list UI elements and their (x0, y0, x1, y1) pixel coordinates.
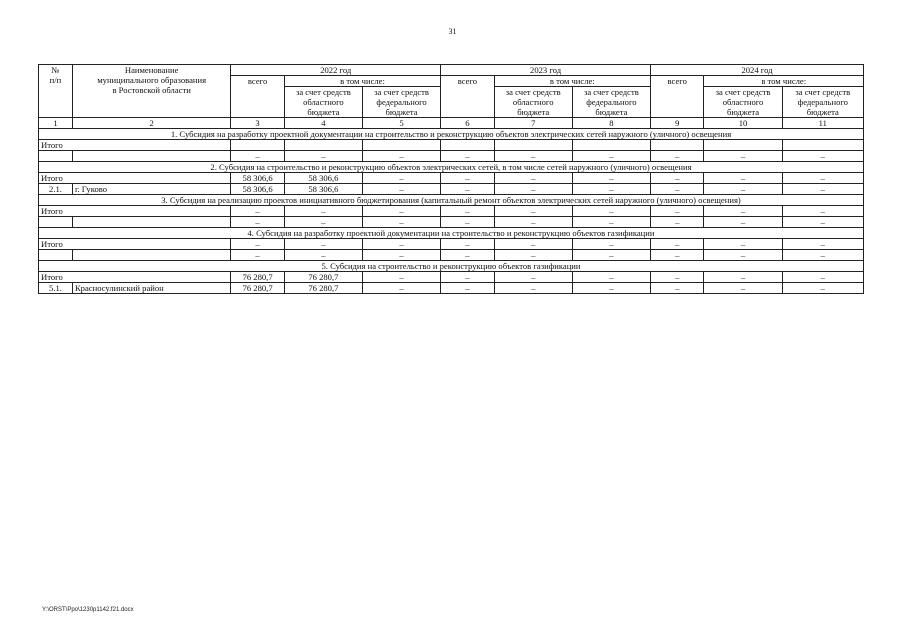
value-cell: – (441, 151, 494, 162)
value-cell: – (572, 151, 650, 162)
value-cell: – (650, 272, 703, 283)
column-number: 6 (441, 118, 494, 129)
table-row (39, 283, 864, 294)
row-number-cell (39, 151, 73, 162)
table-row (39, 272, 864, 283)
row-name-cell (72, 151, 230, 162)
value-cell: – (494, 151, 572, 162)
value-cell (782, 140, 863, 151)
value-cell: – (650, 173, 703, 184)
total-header: всего (650, 76, 703, 118)
value-cell: – (362, 217, 440, 228)
including-header: в том числе: (494, 76, 650, 87)
row-name-cell: Красносулинский район (72, 283, 230, 294)
value-cell: – (782, 272, 863, 283)
value-cell: – (704, 206, 782, 217)
row-name-cell (72, 217, 230, 228)
value-cell: – (441, 250, 494, 261)
value-cell: – (441, 206, 494, 217)
value-cell: – (782, 184, 863, 195)
row-name-cell: г. Гуково (72, 184, 230, 195)
value-cell: – (650, 239, 703, 250)
table-row (39, 173, 864, 184)
value-cell: – (572, 184, 650, 195)
row-number-cell (39, 250, 73, 261)
section-title: 2. Субсидия на строительство и реконструкцию объектов электрических сетей, в том числе сетей наружного (уличного) освещения (39, 162, 864, 173)
regional-budget-header: за счет средств областного бюджета (494, 87, 572, 118)
value-cell: – (362, 184, 440, 195)
total-header: всего (441, 76, 494, 118)
value-cell: – (362, 173, 440, 184)
num-header: № п/п (39, 65, 73, 118)
value-cell: 76 280,7 (231, 283, 284, 294)
section-title-row (39, 129, 864, 140)
value-cell: – (284, 239, 362, 250)
value-cell: – (782, 206, 863, 217)
table-row (39, 140, 864, 151)
value-cell: – (441, 184, 494, 195)
value-cell: – (231, 250, 284, 261)
value-cell: – (231, 206, 284, 217)
table-row (39, 217, 864, 228)
regional-budget-header: за счет средств областного бюджета (284, 87, 362, 118)
value-cell: – (704, 283, 782, 294)
value-cell: – (650, 206, 703, 217)
value-cell: – (572, 250, 650, 261)
table-row (39, 206, 864, 217)
column-number: 4 (284, 118, 362, 129)
value-cell: 58 306,6 (231, 173, 284, 184)
value-cell: – (441, 239, 494, 250)
value-cell: 58 306,6 (284, 184, 362, 195)
value-cell: – (284, 217, 362, 228)
value-cell: – (284, 250, 362, 261)
value-cell: – (441, 217, 494, 228)
value-cell: – (650, 217, 703, 228)
value-cell: – (572, 272, 650, 283)
value-cell: – (782, 283, 863, 294)
section-title: 5. Субсидия на строительство и реконструкцию объектов газификации (39, 261, 864, 272)
year-2022-header: 2022 год (231, 65, 441, 76)
year-2023-header: 2023 год (441, 65, 651, 76)
column-number: 5 (362, 118, 440, 129)
value-cell: 58 306,6 (284, 173, 362, 184)
value-cell: – (650, 184, 703, 195)
row-number-cell: 5.1. (39, 283, 73, 294)
page-number: 31 (448, 27, 457, 36)
year-2024-header: 2024 год (650, 65, 863, 76)
column-number: 9 (650, 118, 703, 129)
section-title: 4. Субсидия на разработку проектной документации на строительство и реконструкцию объектов газификации (39, 228, 864, 239)
value-cell: – (704, 272, 782, 283)
value-cell: – (704, 239, 782, 250)
value-cell: – (231, 217, 284, 228)
value-cell: – (362, 206, 440, 217)
value-cell: – (782, 173, 863, 184)
value-cell: – (494, 184, 572, 195)
federal-budget-header: за счет средств федерального бюджета (572, 87, 650, 118)
value-cell: 76 280,7 (284, 283, 362, 294)
row-name-cell: Итого (39, 173, 231, 184)
name-header: Наименование муниципального образования в Ростовской области (72, 65, 230, 118)
value-cell: – (494, 283, 572, 294)
value-cell (650, 140, 703, 151)
value-cell: – (782, 151, 863, 162)
value-cell: – (231, 239, 284, 250)
table-body (39, 129, 864, 294)
value-cell: – (494, 217, 572, 228)
total-header: всего (231, 76, 284, 118)
row-name-cell: Итого (39, 239, 231, 250)
value-cell (362, 140, 440, 151)
value-cell: – (494, 206, 572, 217)
value-cell: – (494, 250, 572, 261)
column-number: 11 (782, 118, 863, 129)
row-number-cell: 2.1. (39, 184, 73, 195)
value-cell: – (284, 151, 362, 162)
column-number: 3 (231, 118, 284, 129)
row-number-cell (39, 217, 73, 228)
value-cell: – (362, 272, 440, 283)
value-cell: – (362, 250, 440, 261)
value-cell (231, 140, 284, 151)
including-header: в том числе: (704, 76, 864, 87)
column-number: 2 (72, 118, 230, 129)
value-cell (494, 140, 572, 151)
value-cell: – (441, 173, 494, 184)
value-cell (441, 140, 494, 151)
row-name-cell: Итого (39, 272, 231, 283)
value-cell: – (362, 239, 440, 250)
value-cell: – (782, 217, 863, 228)
value-cell: – (494, 239, 572, 250)
value-cell: – (704, 217, 782, 228)
value-cell: – (362, 151, 440, 162)
value-cell: – (231, 151, 284, 162)
value-cell: – (650, 283, 703, 294)
value-cell: – (704, 151, 782, 162)
value-cell: – (494, 173, 572, 184)
row-name-cell (72, 250, 230, 261)
section-title-row (39, 162, 864, 173)
value-cell: – (494, 272, 572, 283)
value-cell: – (650, 151, 703, 162)
value-cell: – (441, 283, 494, 294)
section-title-row (39, 195, 864, 206)
value-cell: 76 280,7 (231, 272, 284, 283)
table-row (39, 250, 864, 261)
value-cell: – (650, 250, 703, 261)
value-cell: – (572, 217, 650, 228)
value-cell: – (284, 206, 362, 217)
value-cell: – (782, 250, 863, 261)
value-cell: – (782, 239, 863, 250)
section-title-row (39, 261, 864, 272)
table-row (39, 151, 864, 162)
value-cell: – (704, 184, 782, 195)
value-cell: – (441, 272, 494, 283)
value-cell: 58 306,6 (231, 184, 284, 195)
section-title-row (39, 228, 864, 239)
row-name-cell: Итого (39, 206, 231, 217)
value-cell: – (572, 239, 650, 250)
section-title: 3. Субсидия на реализацию проектов инициативного бюджетирования (капитальный ремонт объектов электрических сетей наружного (уличного) освещения) (39, 195, 864, 206)
table-header (39, 65, 864, 129)
section-title: 1. Субсидия на разработку проектной документации на строительство и реконструкцию объектов электрических сетей наружного (уличного) освещения (39, 129, 864, 140)
value-cell: 76 280,7 (284, 272, 362, 283)
column-number: 7 (494, 118, 572, 129)
column-number: 1 (39, 118, 73, 129)
value-cell (704, 140, 782, 151)
value-cell (572, 140, 650, 151)
value-cell: – (572, 283, 650, 294)
column-number: 10 (704, 118, 782, 129)
footer-file-path: Y:\ORST\Ppo\1230p1142.f21.docx (42, 607, 134, 613)
table-row (39, 239, 864, 250)
federal-budget-header: за счет средств федерального бюджета (362, 87, 440, 118)
table-row (39, 184, 864, 195)
value-cell: – (704, 173, 782, 184)
column-number: 8 (572, 118, 650, 129)
value-cell: – (572, 173, 650, 184)
value-cell: – (704, 250, 782, 261)
value-cell: – (362, 283, 440, 294)
regional-budget-header: за счет средств областного бюджета (704, 87, 782, 118)
value-cell: – (572, 206, 650, 217)
including-header: в том числе: (284, 76, 440, 87)
subsidy-table (38, 64, 864, 294)
federal-budget-header: за счет средств федерального бюджета (782, 87, 863, 118)
value-cell (284, 140, 362, 151)
column-numbers-row (39, 118, 864, 129)
row-name-cell: Итого (39, 140, 231, 151)
